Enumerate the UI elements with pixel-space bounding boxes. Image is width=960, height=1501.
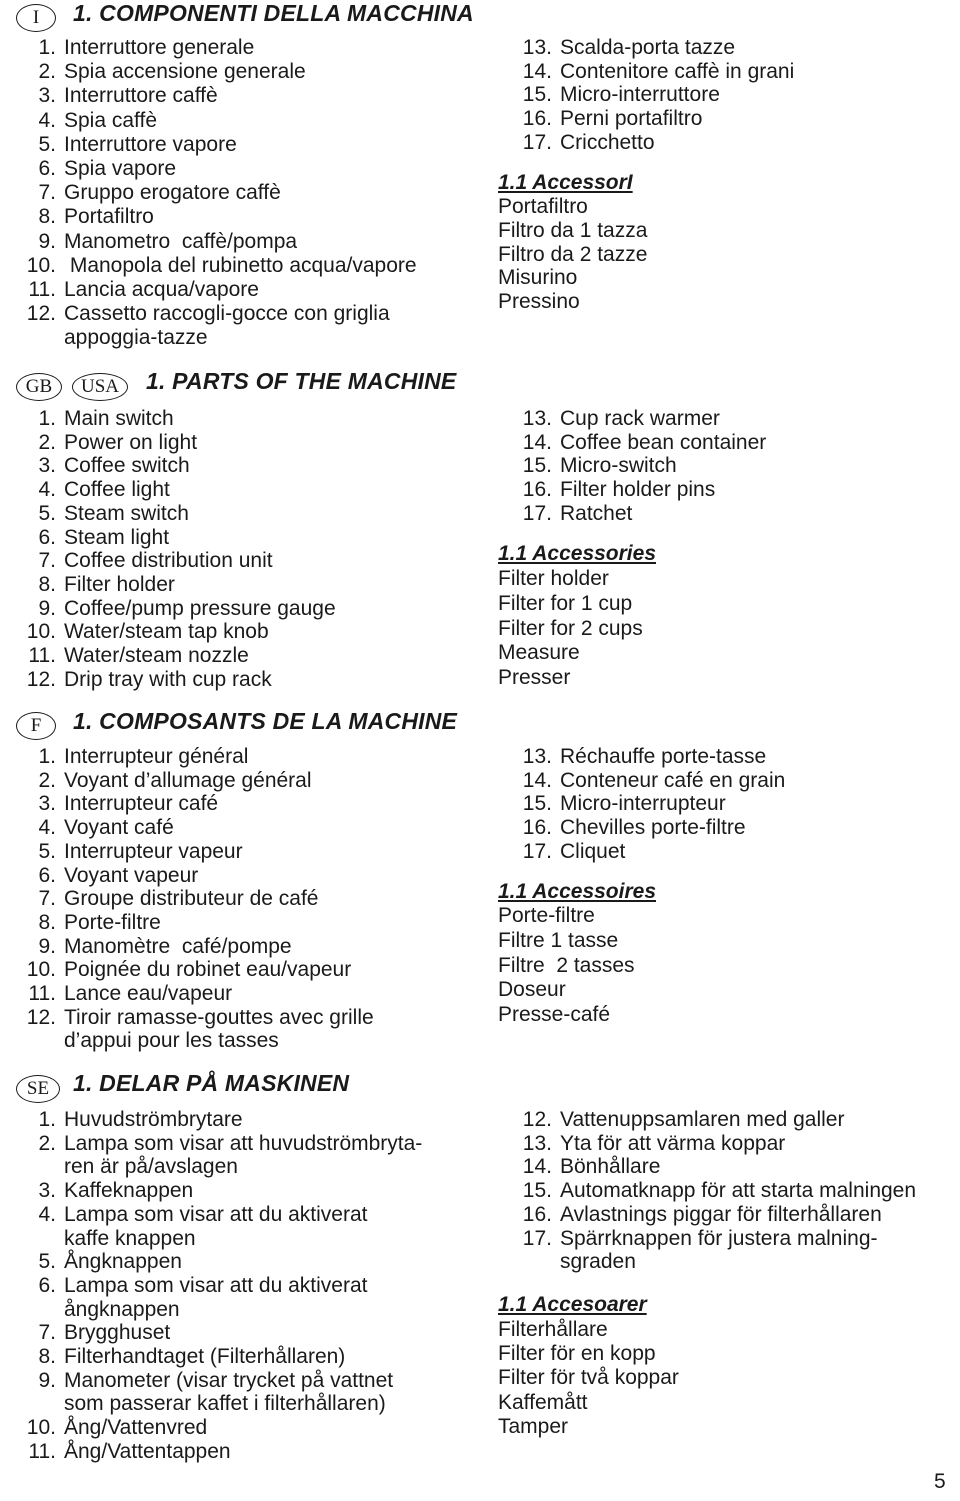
item-text: Lancia acqua/vapore bbox=[64, 278, 259, 302]
list-item bbox=[522, 454, 766, 478]
page-number: 5 bbox=[934, 1470, 946, 1493]
item-text: Voyant vapeur bbox=[64, 863, 199, 887]
item-number: 13. bbox=[522, 1131, 552, 1155]
item-text: Water/steam tap knob bbox=[64, 620, 269, 644]
list-item bbox=[522, 1131, 916, 1156]
item-text: Avlastnings piggar för filterhållaren bbox=[560, 1202, 882, 1226]
item-text: Cliquet bbox=[560, 839, 626, 863]
item-text: Coffee distribution unit bbox=[64, 549, 273, 573]
language-badge-gb: GB bbox=[16, 373, 62, 401]
item-number: 4. bbox=[38, 816, 56, 840]
item-text: Vattenuppsamlaren med galler bbox=[560, 1108, 845, 1131]
item-text: Spia caffè bbox=[64, 108, 158, 132]
section-title-gb: 1. PARTS OF THE MACHINE bbox=[146, 368, 457, 394]
list-item bbox=[522, 768, 786, 793]
item-number: 15. bbox=[522, 454, 552, 478]
parts-list-left-gb bbox=[26, 407, 336, 691]
parts-list-right-fr bbox=[522, 745, 786, 864]
accessory-item: Filtre 2 tasses bbox=[498, 953, 635, 977]
list-item bbox=[38, 792, 374, 816]
list-item bbox=[522, 83, 794, 107]
item-number: 9. bbox=[38, 229, 56, 253]
accessory-item: Presse-café bbox=[498, 1003, 611, 1027]
item-text: Poignée du robinet eau/vapeur bbox=[64, 958, 352, 982]
item-number: 6. bbox=[38, 863, 56, 887]
item-number: 8. bbox=[38, 205, 56, 229]
item-number: 12. bbox=[26, 1005, 56, 1029]
accessory-item: Pressino bbox=[498, 290, 580, 314]
item-number: 5. bbox=[38, 132, 56, 156]
accessory-item: Measure bbox=[498, 641, 580, 665]
list-item bbox=[522, 407, 766, 431]
list-item bbox=[38, 1202, 422, 1227]
accessory-item: Filter för två koppar bbox=[498, 1366, 679, 1390]
parts-list-left-fr bbox=[26, 745, 374, 1053]
item-text: Tiroir ramasse-gouttes avec grille bbox=[64, 1005, 374, 1029]
list-item bbox=[522, 792, 785, 816]
accessory-item: Filtre 1 tasse bbox=[498, 928, 619, 952]
parts-list-right-se bbox=[522, 1108, 917, 1274]
item-number: 12. bbox=[26, 302, 56, 326]
accessories-title-gb: 1.1 Accessories bbox=[498, 542, 657, 565]
list-item bbox=[522, 36, 794, 60]
item-text: Manometer (visar trycket på vattnet bbox=[64, 1368, 394, 1392]
item-number: 17. bbox=[522, 501, 552, 525]
item-number: 15. bbox=[522, 792, 552, 816]
item-number: 7. bbox=[38, 887, 56, 911]
list-item bbox=[64, 1392, 422, 1416]
item-text: Interrupteur général bbox=[64, 745, 249, 768]
item-text: Yta för att värma koppar bbox=[560, 1131, 786, 1155]
list-item bbox=[522, 430, 767, 455]
list-item bbox=[560, 1250, 916, 1274]
item-text: Main switch bbox=[64, 407, 174, 430]
item-text: Coffee bean container bbox=[560, 430, 767, 454]
item-number: 9. bbox=[38, 934, 56, 958]
item-text: Filter holder pins bbox=[560, 478, 716, 502]
item-number: 16. bbox=[522, 107, 552, 131]
list-item bbox=[38, 934, 374, 959]
item-number: 14. bbox=[522, 59, 552, 83]
item-number: 8. bbox=[38, 1345, 56, 1369]
item-number: 8. bbox=[38, 910, 56, 934]
item-text: Steam light bbox=[64, 525, 170, 549]
item-text: Porte-filtre bbox=[64, 910, 161, 934]
item-text: sgraden bbox=[560, 1250, 636, 1274]
item-text: Lampa som visar att huvudströmbryta- bbox=[64, 1131, 423, 1155]
item-number: 16. bbox=[522, 1202, 552, 1226]
language-badge-usa: USA bbox=[72, 373, 128, 401]
item-number: 1. bbox=[38, 1108, 56, 1131]
item-number: 11. bbox=[28, 1439, 56, 1463]
item-text: Spia accensione generale bbox=[64, 60, 306, 84]
item-number: 2. bbox=[38, 60, 56, 84]
accessory-item: Portafiltro bbox=[498, 195, 588, 218]
list-item bbox=[28, 1439, 422, 1464]
item-number: 1. bbox=[38, 407, 56, 430]
item-number: 11. bbox=[28, 982, 56, 1006]
list-item bbox=[64, 1155, 422, 1179]
item-number: 14. bbox=[522, 1155, 552, 1179]
item-text: ren är på/avslagen bbox=[64, 1155, 238, 1179]
list-item bbox=[64, 326, 417, 350]
item-number: 10. bbox=[26, 958, 56, 982]
list-item bbox=[38, 454, 336, 478]
item-number: 5. bbox=[38, 839, 56, 863]
item-number: 5. bbox=[38, 1250, 56, 1274]
item-text: Perni portafiltro bbox=[560, 107, 703, 131]
item-text: d’appui pour les tasses bbox=[64, 1029, 279, 1053]
item-number: 13. bbox=[522, 745, 552, 768]
item-number: 1. bbox=[38, 745, 56, 768]
item-text: som passerar kaffet i filterhållaren) bbox=[64, 1392, 386, 1416]
list-item bbox=[38, 430, 336, 455]
list-item bbox=[38, 132, 417, 157]
item-text: Cup rack warmer bbox=[560, 407, 720, 430]
list-item bbox=[38, 1131, 423, 1156]
list-item bbox=[522, 501, 766, 526]
item-number: 15. bbox=[522, 1179, 552, 1203]
item-text: Spia vapore bbox=[64, 157, 177, 181]
item-text: Filterhandtaget (Filterhållaren) bbox=[64, 1345, 346, 1369]
item-number: 3. bbox=[38, 84, 56, 108]
list-item bbox=[38, 1179, 422, 1203]
list-item bbox=[38, 84, 417, 108]
parts-list-left-se bbox=[26, 1108, 423, 1464]
accessory-item: Doseur bbox=[498, 978, 566, 1002]
list-item bbox=[38, 863, 374, 888]
list-item bbox=[38, 60, 417, 84]
accessories-list-se bbox=[498, 1318, 679, 1439]
list-item bbox=[26, 253, 417, 278]
item-number: 7. bbox=[38, 1321, 56, 1345]
section-title-it: 1. COMPONENTI DELLA MACCHINA bbox=[73, 0, 474, 26]
item-text: Steam switch bbox=[64, 501, 189, 525]
accessory-item: Filtro da 2 tazze bbox=[498, 242, 648, 266]
item-text: Ång/Vattenvred bbox=[64, 1416, 208, 1440]
list-item bbox=[26, 620, 336, 644]
item-number: 11. bbox=[28, 278, 56, 302]
item-text: Chevilles porte-filtre bbox=[560, 816, 746, 840]
item-text: Lampa som visar att du aktiverat bbox=[64, 1273, 368, 1297]
item-text: Filter holder bbox=[64, 572, 175, 596]
section-title-fr: 1. COMPOSANTS DE LA MACHINE bbox=[73, 708, 458, 734]
item-number: 16. bbox=[522, 816, 552, 840]
item-number: 2. bbox=[38, 430, 56, 454]
item-text: Interrupteur café bbox=[64, 792, 219, 816]
item-text: ångknappen bbox=[64, 1297, 180, 1321]
item-number: 16. bbox=[522, 478, 552, 502]
list-item bbox=[64, 1298, 422, 1322]
item-number: 5. bbox=[38, 501, 56, 525]
item-text: Interruttore vapore bbox=[64, 132, 237, 156]
list-item bbox=[38, 525, 336, 550]
item-text: Micro-switch bbox=[560, 454, 677, 478]
language-badge-se: SE bbox=[16, 1075, 60, 1103]
item-text: Lampa som visar att du aktiverat bbox=[64, 1202, 368, 1226]
accessories-list-fr bbox=[498, 904, 635, 1028]
accessory-item: Filter holder bbox=[498, 567, 609, 590]
item-number: 7. bbox=[38, 181, 56, 205]
item-number: 13. bbox=[522, 407, 552, 430]
item-text: Micro-interruttore bbox=[560, 83, 720, 107]
item-text: Spärrknappen för justera malning- bbox=[560, 1226, 878, 1250]
item-number: 4. bbox=[38, 108, 56, 132]
item-text: Ångknappen bbox=[64, 1250, 182, 1274]
accessory-item: Misurino bbox=[498, 266, 578, 290]
list-item bbox=[38, 1345, 422, 1369]
list-item bbox=[64, 1227, 422, 1251]
item-text: Manomètre café/pompe bbox=[64, 934, 292, 958]
item-text: Huvudströmbrytare bbox=[64, 1108, 243, 1131]
item-number: 17. bbox=[522, 1226, 552, 1250]
item-text: Drip tray with cup rack bbox=[64, 667, 272, 691]
list-item bbox=[522, 1108, 916, 1132]
section-title-se: 1. DELAR PÅ MASKINEN bbox=[73, 1070, 350, 1096]
list-item bbox=[38, 572, 336, 597]
item-number: 14. bbox=[522, 768, 552, 792]
list-item bbox=[38, 36, 417, 60]
item-number: 14. bbox=[522, 430, 552, 454]
item-number: 15. bbox=[522, 83, 552, 107]
item-number: 12. bbox=[26, 667, 56, 691]
accessories-title-se: 1.1 Accesoarer bbox=[498, 1293, 647, 1316]
item-number: 2. bbox=[38, 1131, 56, 1155]
list-item bbox=[522, 1226, 916, 1251]
list-item bbox=[28, 644, 336, 668]
item-text: Groupe distributeur de café bbox=[64, 887, 319, 911]
list-item bbox=[26, 1005, 374, 1030]
item-text: Lance eau/vapeur bbox=[64, 982, 233, 1006]
item-number: 6. bbox=[38, 157, 56, 181]
accessories-list-gb bbox=[498, 567, 643, 691]
list-item bbox=[522, 107, 794, 131]
item-text: Interruttore generale bbox=[64, 36, 255, 59]
item-text: Conteneur café en grain bbox=[560, 768, 786, 792]
list-item bbox=[38, 181, 417, 205]
item-text: Ratchet bbox=[560, 501, 633, 525]
item-text: Ång/Vattentappen bbox=[64, 1439, 231, 1463]
item-text: Bönhållare bbox=[560, 1155, 661, 1179]
item-number: 10. bbox=[26, 253, 56, 277]
item-text: appoggia-tazze bbox=[64, 326, 208, 350]
list-item bbox=[64, 1029, 374, 1053]
list-item bbox=[38, 887, 374, 911]
accessory-item: Kaffemått bbox=[498, 1390, 588, 1414]
item-text: Cassetto raccogli-gocce con griglia bbox=[64, 302, 390, 326]
item-text: Voyant d’allumage général bbox=[64, 768, 312, 792]
item-text: Interruttore caffè bbox=[64, 84, 218, 108]
list-item bbox=[522, 839, 785, 864]
item-text: Power on light bbox=[64, 430, 198, 454]
accessory-item: Filter for 2 cups bbox=[498, 616, 643, 640]
item-text: Cricchetto bbox=[560, 130, 655, 154]
item-number: 11. bbox=[28, 644, 56, 668]
list-item bbox=[522, 1155, 916, 1179]
list-item bbox=[522, 59, 795, 84]
item-text: Coffee light bbox=[64, 478, 170, 502]
item-text: Contenitore caffè in grani bbox=[560, 59, 795, 83]
list-item bbox=[38, 1321, 422, 1345]
accessories-title-it: 1.1 AccessorI bbox=[498, 171, 633, 194]
list-item bbox=[38, 229, 417, 254]
accessory-item: Filtro da 1 tazza bbox=[498, 218, 648, 242]
list-item bbox=[38, 478, 336, 502]
list-item bbox=[38, 745, 374, 769]
item-text: Réchauffe porte-tasse bbox=[560, 745, 767, 768]
language-badge-it: I bbox=[16, 4, 56, 32]
list-item bbox=[522, 130, 794, 155]
item-text: Brygghuset bbox=[64, 1321, 171, 1345]
list-item bbox=[38, 768, 374, 793]
list-item bbox=[38, 108, 417, 133]
list-item bbox=[38, 596, 336, 621]
item-text: Voyant café bbox=[64, 816, 174, 840]
list-item bbox=[38, 839, 374, 864]
list-item bbox=[38, 1273, 422, 1298]
list-item bbox=[28, 278, 417, 302]
accessory-item: Filter för en kopp bbox=[498, 1342, 656, 1366]
item-text: Kaffeknappen bbox=[64, 1179, 194, 1203]
parts-list-right-gb bbox=[522, 407, 767, 526]
item-text: Coffee switch bbox=[64, 454, 190, 478]
list-item bbox=[522, 478, 766, 502]
item-text: Water/steam nozzle bbox=[64, 644, 249, 668]
item-number: 17. bbox=[522, 839, 552, 863]
parts-list-left-it bbox=[26, 36, 417, 351]
accessory-item: Tamper bbox=[498, 1414, 569, 1438]
item-text: Manopola del rubinetto acqua/vapore bbox=[64, 253, 417, 277]
list-item bbox=[38, 549, 336, 573]
list-item bbox=[38, 501, 336, 526]
list-item bbox=[38, 1250, 422, 1274]
item-text: Manometro caffè/pompa bbox=[64, 229, 298, 253]
list-item bbox=[522, 816, 785, 840]
list-item bbox=[38, 816, 374, 840]
item-number: 4. bbox=[38, 478, 56, 502]
item-number: 3. bbox=[38, 1179, 56, 1203]
accessory-item: Filter for 1 cup bbox=[498, 591, 633, 615]
list-item bbox=[522, 1179, 917, 1203]
item-number: 10. bbox=[26, 1416, 56, 1440]
list-item bbox=[38, 205, 417, 229]
list-item bbox=[38, 407, 336, 431]
item-number: 17. bbox=[522, 130, 552, 154]
accessory-item: Porte-filtre bbox=[498, 904, 595, 927]
language-badge-f: F bbox=[16, 712, 56, 740]
item-number: 3. bbox=[38, 454, 56, 478]
list-item bbox=[38, 1368, 422, 1393]
accessories-list-it bbox=[498, 195, 647, 314]
item-number: 8. bbox=[38, 572, 56, 596]
list-item bbox=[28, 982, 374, 1006]
list-item bbox=[38, 157, 417, 181]
list-item bbox=[38, 1108, 422, 1132]
accessory-item: Filterhållare bbox=[498, 1318, 608, 1341]
list-item bbox=[522, 1202, 916, 1227]
item-number: 2. bbox=[38, 768, 56, 792]
item-text: Portafiltro bbox=[64, 205, 154, 229]
item-text: Micro-interrupteur bbox=[560, 792, 726, 816]
item-number: 3. bbox=[38, 792, 56, 816]
list-item bbox=[522, 745, 785, 769]
list-item bbox=[26, 302, 417, 326]
parts-list-right-it bbox=[522, 36, 795, 155]
item-text: kaffe knappen bbox=[64, 1226, 196, 1250]
item-number: 6. bbox=[38, 525, 56, 549]
item-number: 6. bbox=[38, 1273, 56, 1297]
item-text: Interrupteur vapeur bbox=[64, 839, 243, 863]
item-text: Gruppo erogatore caffè bbox=[64, 181, 281, 205]
list-item bbox=[26, 667, 336, 692]
item-number: 9. bbox=[38, 1368, 56, 1392]
list-item bbox=[26, 958, 374, 982]
item-number: 13. bbox=[522, 36, 552, 59]
accessories-title-fr: 1.1 Accessoires bbox=[498, 880, 657, 903]
item-text: Automatknapp för att starta malningen bbox=[560, 1179, 917, 1203]
item-text: Coffee/pump pressure gauge bbox=[64, 596, 336, 620]
item-number: 1. bbox=[38, 36, 56, 59]
item-text: Scalda-porta tazze bbox=[560, 36, 736, 59]
list-item bbox=[26, 1416, 422, 1440]
item-number: 10. bbox=[26, 620, 56, 644]
accessory-item: Presser bbox=[498, 666, 571, 690]
item-number: 9. bbox=[38, 596, 56, 620]
item-number: 12. bbox=[522, 1108, 552, 1131]
list-item bbox=[38, 910, 374, 935]
item-number: 4. bbox=[38, 1202, 56, 1226]
item-number: 7. bbox=[38, 549, 56, 573]
